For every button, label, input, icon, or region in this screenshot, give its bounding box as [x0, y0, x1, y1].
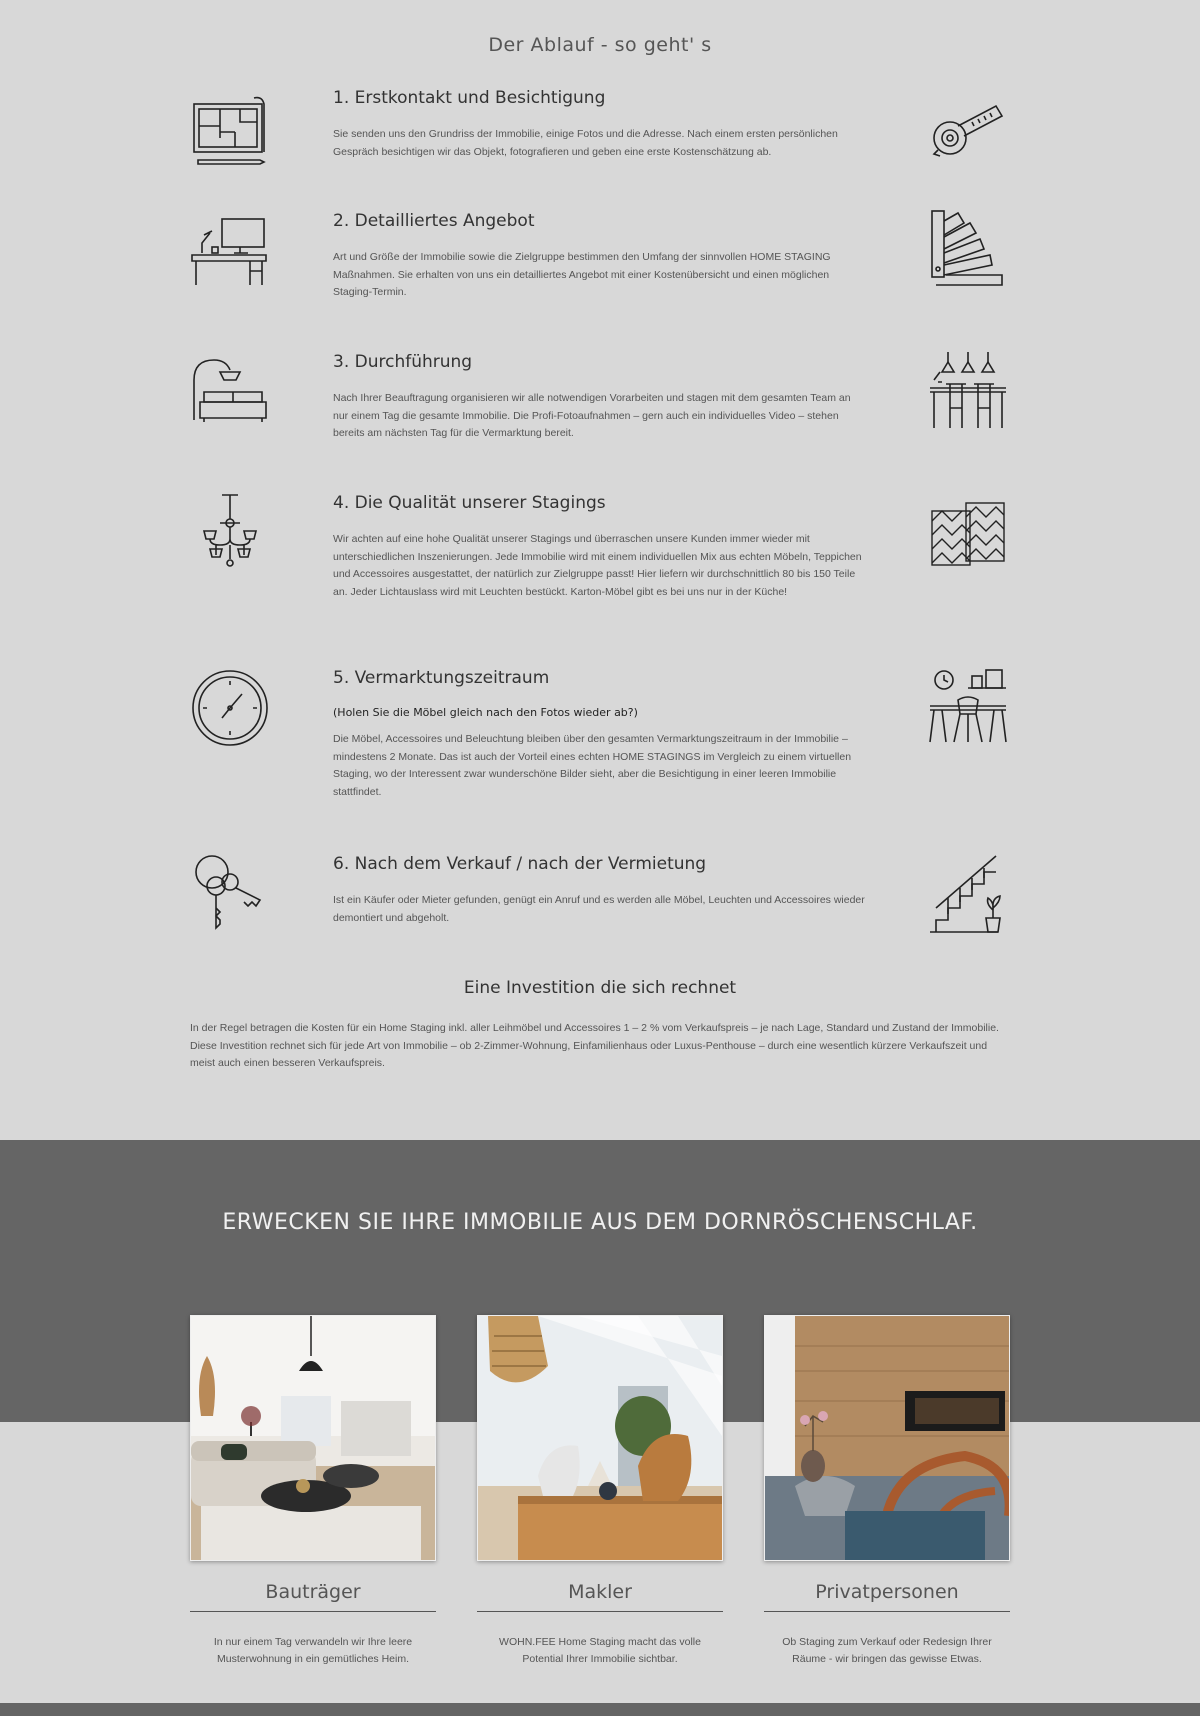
card-label: Bauträger	[190, 1581, 436, 1612]
investment-title: Eine Investition die sich rechnet	[463, 978, 737, 998]
card-text: In nur einem Tag verwandeln wir Ihre leere Musterwohnung in ein gemütliches Heim.	[213, 1636, 413, 1665]
card-privatpersonen[interactable]	[764, 1315, 1010, 1668]
living-room-photo[interactable]	[190, 1315, 436, 1561]
step-text: Die Möbel, Accessoires und Beleuchtung bleiben über den gesamten Vermarktungszeitraum in der Immobilie – mindestens 2 Monate. Das ist auch der Vorteil eines echten HOME STAGINGS im Vergleich zu einem virtuellen Staging, wo der Interessent zwar wunderschöne Bilder sieht, aber die Besichtigung in einer leeren Immobilie stattfindet.	[333, 733, 852, 798]
color-swatch-icon	[928, 209, 1008, 289]
step-content	[333, 854, 868, 927]
step-content	[333, 88, 868, 161]
fireplace-room-photo[interactable]	[764, 1315, 1010, 1561]
step-content	[333, 668, 868, 801]
card-bautraeger[interactable]	[190, 1315, 436, 1668]
dining-room-photo[interactable]	[477, 1315, 723, 1561]
step-heading: 2. Detailliertes Angebot	[333, 211, 535, 231]
step-content	[333, 493, 868, 601]
step-content	[333, 211, 868, 302]
card-text: Ob Staging zum Verkauf oder Redesign Ihrer Räume - wir bringen das gewisse Etwas.	[782, 1636, 992, 1665]
desk-workspace-icon	[928, 668, 1008, 748]
card-text: WOHN.FEE Home Staging macht das volle Potential Ihrer Immobilie sichtbar.	[499, 1636, 701, 1665]
sofa-lamp-icon	[190, 356, 270, 436]
step-heading: 1. Erstkontakt und Besichtigung	[333, 88, 606, 108]
chandelier-icon	[190, 493, 270, 573]
clock-icon	[190, 668, 270, 748]
floor-plan-icon	[190, 90, 270, 170]
step-heading: 6. Nach dem Verkauf / nach der Vermietung	[333, 854, 707, 874]
step-heading: 5. Vermarktungszeitraum	[333, 668, 550, 688]
card-label: Makler	[477, 1581, 723, 1612]
investment-text: In der Regel betragen die Kosten für ein Home Staging inkl. aller Leihmöbel und Accessoires 1 – 2 % vom Verkaufspreis – je nach Lage, Standard und Zustand der Immobilie. Diese Investition rechnet sich für jede Art von Immobilie – ob 2-Zimmer-Wohnung, Einfamilienhaus oder Luxus-Penthouse – durch eine wesentlich kürzere Verkaufszeit und meist auch einen besseren Verkaufspreis.	[190, 1022, 999, 1069]
step-subheading: (Holen Sie die Möbel gleich nach den Fotos wieder ab?)	[333, 706, 638, 719]
section-title: Der Ablauf - so geht' s	[488, 34, 712, 56]
card-label: Privatpersonen	[764, 1581, 1010, 1612]
bar-stools-icon	[928, 352, 1008, 432]
step-text: Ist ein Käufer oder Mieter gefunden, genügt ein Anruf und es werden alle Möbel, Leuchten und Accessoires wieder demontiert und abgeholt.	[333, 894, 865, 924]
rugs-icon	[928, 501, 1008, 581]
footer-bar	[0, 1703, 1200, 1716]
step-text: Nach Ihrer Beauftragung organisieren wir alle notwendigen Vorarbeiten und stagen mit dem gesamten Team an nur einem Tag die gesamte Immobilie. Die Profi-Fotoaufnahmen – gern auch ein individuelles Video – stehen bereits am nächsten Tag für die Vermarktung bereit.	[333, 392, 851, 439]
keys-icon	[190, 852, 270, 932]
desk-computer-icon	[190, 213, 270, 293]
banner-title: ERWECKEN SIE IHRE IMMOBILIE AUS DEM DORNRÖSCHENSCHLAF.	[222, 1210, 978, 1235]
step-content	[333, 352, 868, 443]
card-makler[interactable]	[477, 1315, 723, 1668]
step-heading: 4. Die Qualität unserer Stagings	[333, 493, 606, 513]
step-text: Sie senden uns den Grundriss der Immobilie, einige Fotos und die Adresse. Nach einem ersten persönlichen Gespräch besichtigen wir das Objekt, fotografieren und geben eine erste Kostenschätzung ab.	[333, 128, 838, 158]
tape-measure-icon	[928, 96, 1008, 176]
step-text: Wir achten auf eine hohe Qualität unserer Stagings und überraschen unsere Kunden immer wieder mit unterschiedlichen Inszenierungen. Jede Immobilie wird mit einem individuellen Mix aus echten Möbeln, Teppichen und Accessoires ausgestattet, der natürlich zur Zielgruppe passt! Hier liefern wir durchschnittlich 80 bis 150 Teile an. Jeder Lichtauslass wird mit Leuchten bestückt. Karton-Möbel gibt es bei uns nur in der Küche!	[333, 533, 862, 598]
staircase-plant-icon	[928, 854, 1008, 934]
step-text: Art und Größe der Immobilie sowie die Zielgruppe bestimmen den Umfang der sinnvollen HOME STAGING Maßnahmen. Sie erhalten von uns ein detailliertes Angebot mit einer Kostenübersicht und einen möglichen Staging-Termin.	[333, 251, 831, 298]
step-heading: 3. Durchführung	[333, 352, 473, 372]
